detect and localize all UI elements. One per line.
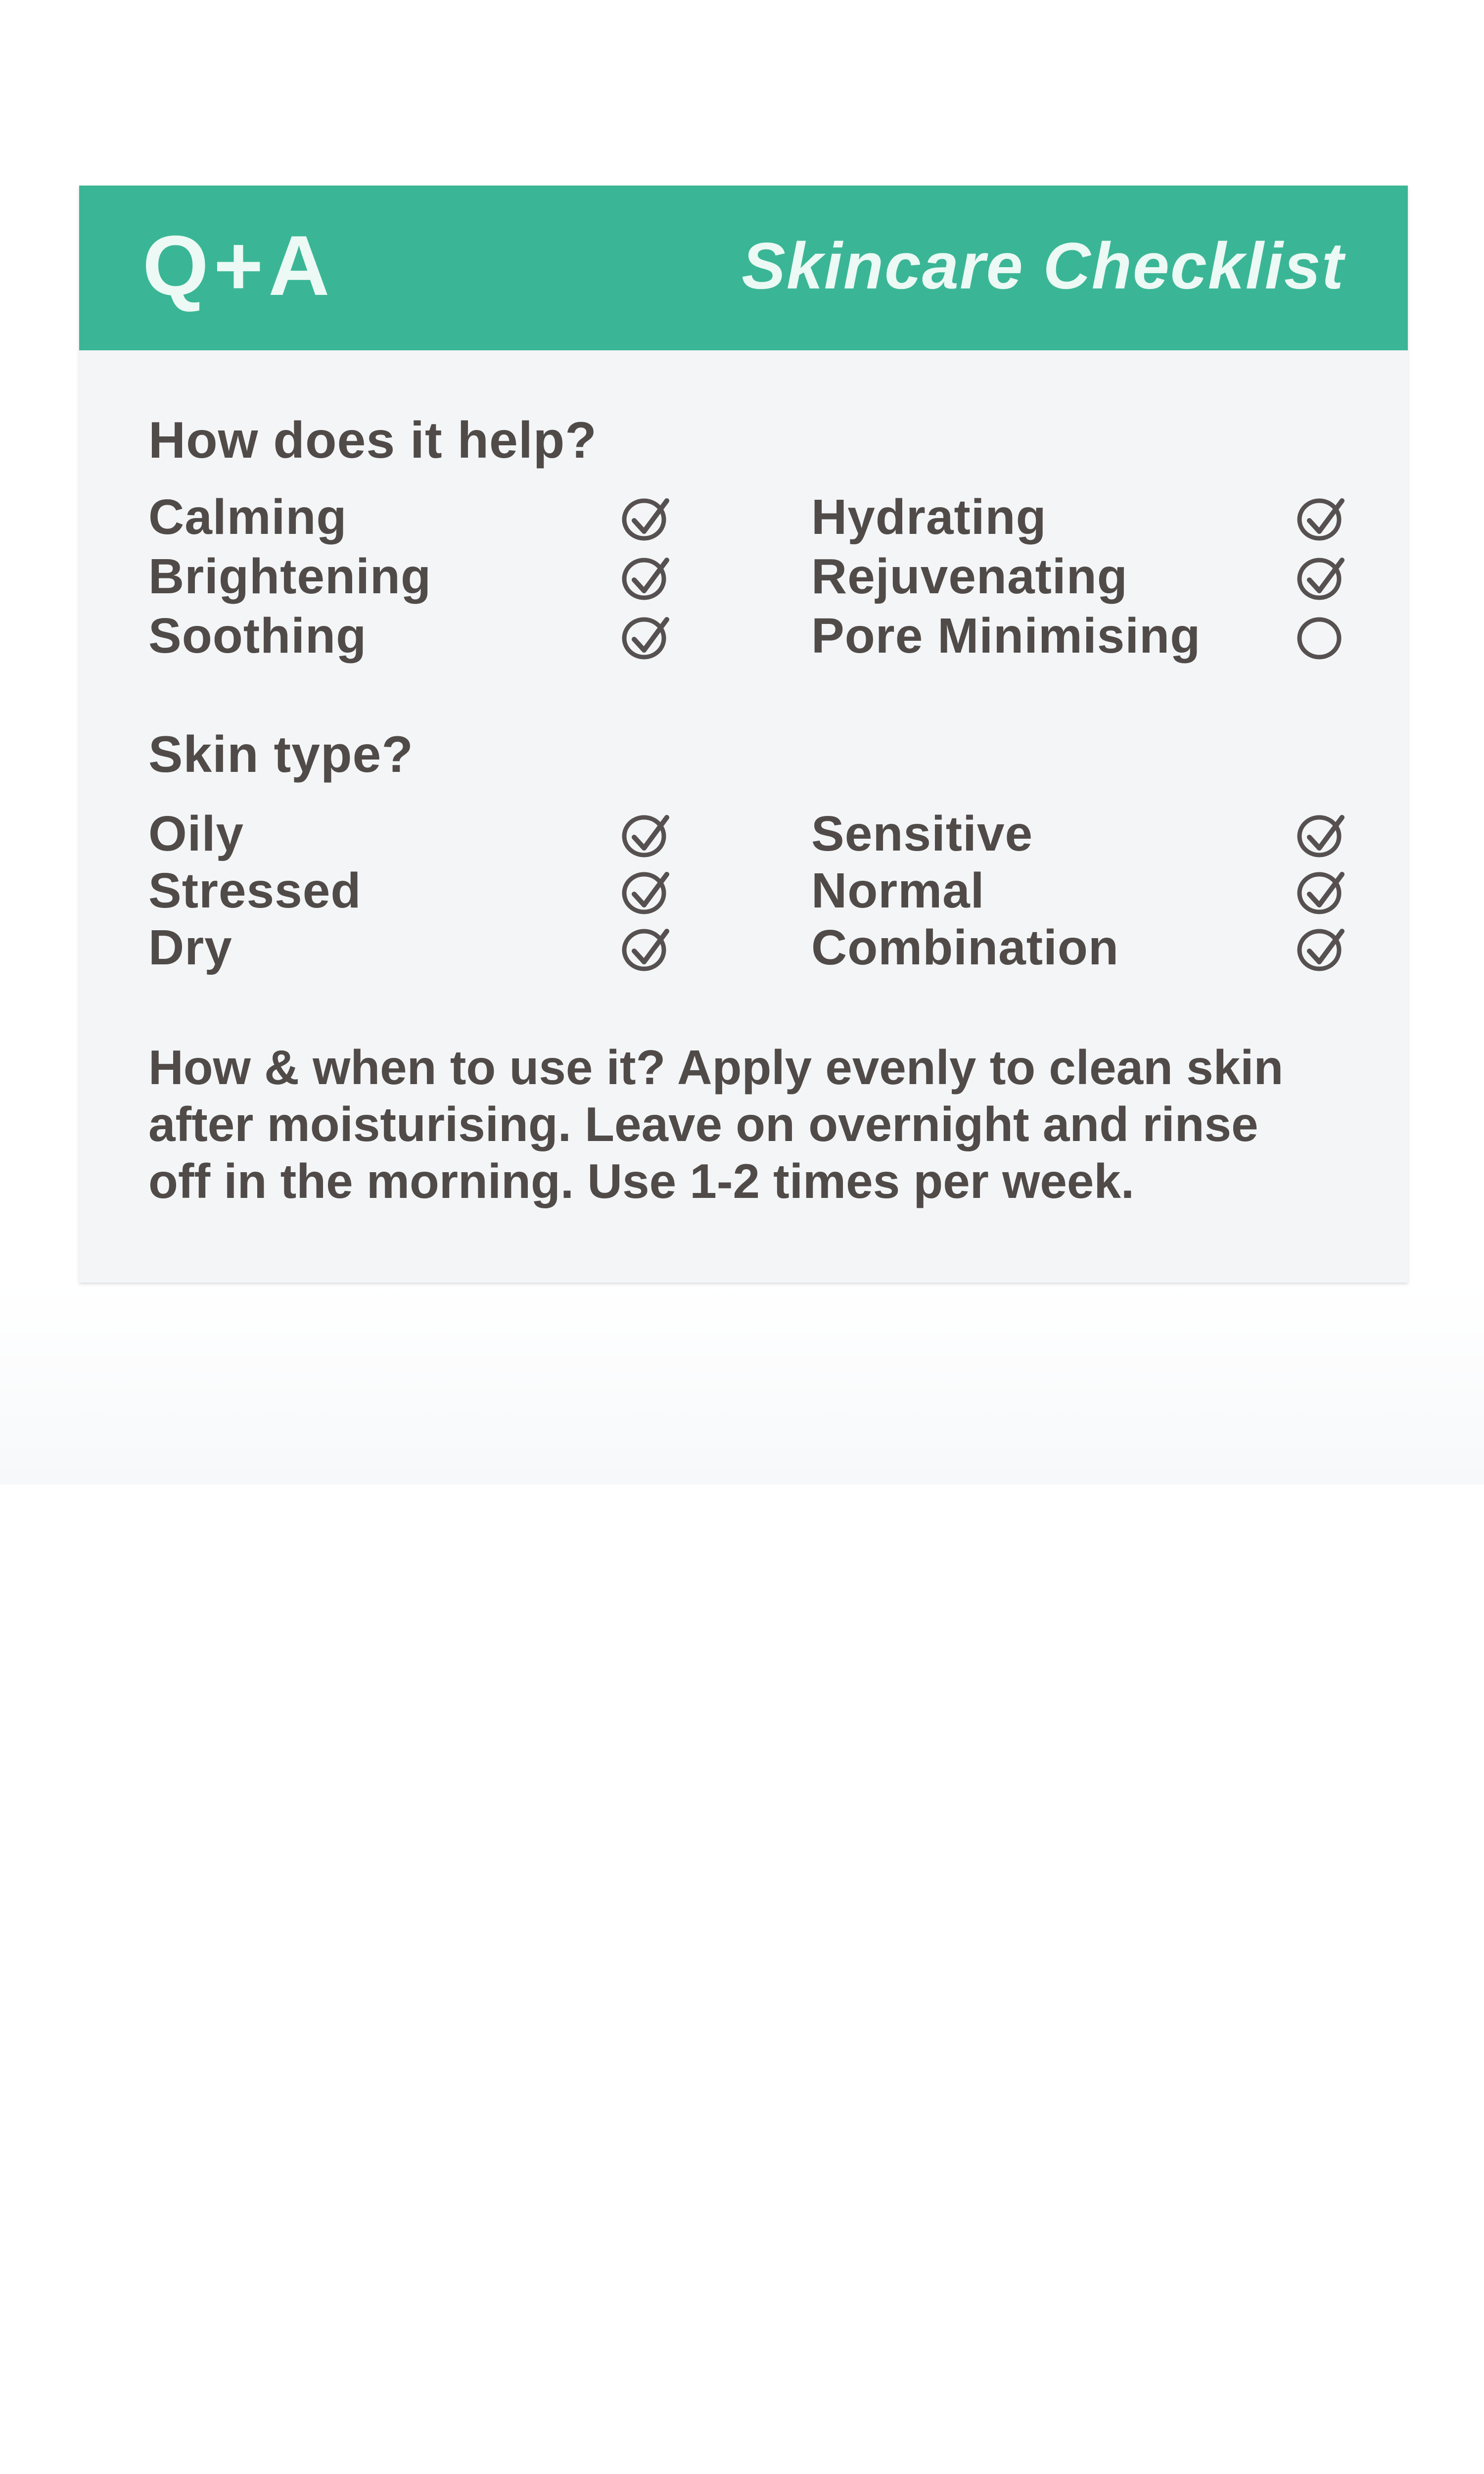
usage-line: How & when to use it? Apply evenly to clean skin [148, 1040, 1284, 1094]
item-label: Rejuvenating [811, 549, 1128, 604]
checklist-row [148, 804, 673, 863]
item-label: Brightening [148, 549, 432, 604]
check-circle-icon [1297, 923, 1348, 972]
checklist-row [811, 606, 1348, 666]
checklist-row [148, 547, 673, 606]
check-circle-icon [621, 809, 673, 858]
card-header [79, 186, 1408, 350]
item-label: Calming [148, 489, 347, 545]
help-section-heading: How does it help? [148, 412, 597, 469]
check-circle-icon [621, 866, 673, 915]
brand-logo: Q+A [142, 218, 335, 313]
usage-line: off in the morning. Use 1-2 times per week. [148, 1154, 1135, 1208]
item-label: Pore Minimising [811, 608, 1201, 664]
skincare-checklist-card [79, 186, 1408, 1283]
check-circle-icon [1297, 492, 1348, 542]
checklist-row [811, 918, 1348, 977]
item-label: Combination [811, 920, 1119, 975]
usage-instructions [148, 1039, 1365, 1210]
empty-circle-icon [1297, 611, 1348, 661]
checklist-row [811, 861, 1348, 920]
checklist-row [148, 861, 673, 920]
check-circle-icon [1297, 866, 1348, 915]
checklist-row [811, 487, 1348, 547]
reflection-background [0, 1283, 1484, 1484]
check-circle-icon [1297, 552, 1348, 601]
check-circle-icon [621, 923, 673, 972]
item-label: Normal [811, 863, 985, 918]
checklist-row [811, 804, 1348, 863]
checklist-row [811, 547, 1348, 606]
check-circle-icon [621, 552, 673, 601]
item-label: Hydrating [811, 489, 1047, 545]
item-label: Soothing [148, 608, 367, 664]
usage-line: after moisturising. Leave on overnight and rinse [148, 1097, 1258, 1151]
checklist-row [148, 606, 673, 666]
checklist-row [148, 487, 673, 547]
header-title: Skincare Checklist [742, 230, 1345, 303]
check-circle-icon [621, 611, 673, 661]
item-label: Stressed [148, 863, 362, 918]
check-circle-icon [1297, 809, 1348, 858]
item-label: Sensitive [811, 806, 1033, 861]
item-label: Oily [148, 806, 244, 861]
check-circle-icon [621, 492, 673, 542]
item-label: Dry [148, 920, 232, 975]
skin-type-section-heading: Skin type? [148, 726, 414, 783]
checklist-row [148, 918, 673, 977]
